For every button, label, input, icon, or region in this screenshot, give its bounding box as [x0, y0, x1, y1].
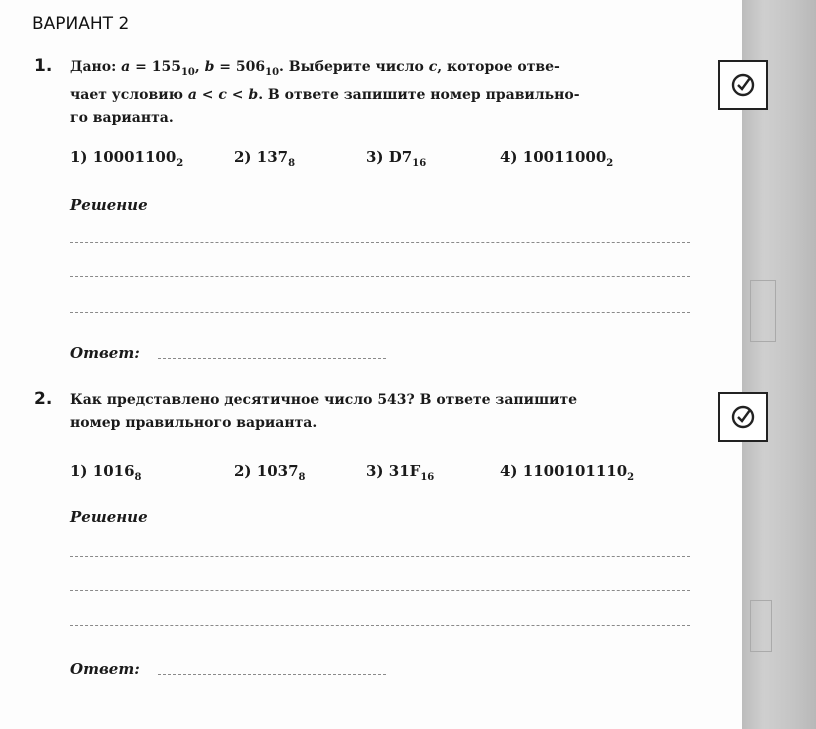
- check-clock-icon: [730, 404, 756, 430]
- solution-label: Решение: [70, 196, 148, 214]
- solution-line[interactable]: [70, 556, 690, 557]
- task-1-line-1: Дано: $a = 155_{10}$, $b = 506_{10}$. Выберите число c, которое отве-: [70, 59, 560, 78]
- task-1-text: [70, 56, 690, 130]
- bleed-through-box: [750, 600, 772, 652]
- task-1-line-2: чает условию a < c < b. В ответе запишите номер правильно-: [70, 87, 580, 103]
- solution-line[interactable]: [70, 590, 690, 591]
- answer-label: Ответ:: [70, 344, 140, 362]
- task-2-text: [70, 389, 690, 435]
- task-1-number: 1.: [34, 56, 53, 76]
- self-check-box: [718, 392, 768, 442]
- answer-label: Ответ:: [70, 660, 140, 678]
- self-check-box: [718, 60, 768, 110]
- task-2-number: 2.: [34, 389, 53, 409]
- check-clock-icon: [730, 72, 756, 98]
- variant-title: ВАРИАНТ 2: [32, 14, 130, 34]
- option-4[interactable]: 4) $10011000_2$: [500, 148, 614, 169]
- solution-line[interactable]: [70, 625, 690, 626]
- task-2-line-2: номер правильного варианта.: [70, 415, 318, 431]
- task-2-line-1: Как представлено десятичное число 543? В ответе запишите: [70, 392, 578, 408]
- option-1[interactable]: 1) $10001100_2$: [70, 148, 184, 169]
- answer-field[interactable]: [158, 674, 386, 675]
- bleed-through-box: [750, 280, 776, 342]
- option-2[interactable]: 2) $1037_8$: [234, 462, 306, 483]
- option-2[interactable]: 2) $137_8$: [234, 148, 296, 169]
- solution-line[interactable]: [70, 242, 690, 243]
- option-3[interactable]: 3) $31F_{16}$: [366, 462, 435, 483]
- answer-field[interactable]: [158, 358, 386, 359]
- option-3[interactable]: 3) $D7_{16}$: [366, 148, 427, 169]
- task-1-line-3: го варианта.: [70, 110, 174, 126]
- solution-label: Решение: [70, 508, 148, 526]
- option-1[interactable]: 1) $1016_8$: [70, 462, 142, 483]
- solution-line[interactable]: [70, 276, 690, 277]
- solution-line[interactable]: [70, 312, 690, 313]
- option-4[interactable]: 4) $1100101110_2$: [500, 462, 635, 483]
